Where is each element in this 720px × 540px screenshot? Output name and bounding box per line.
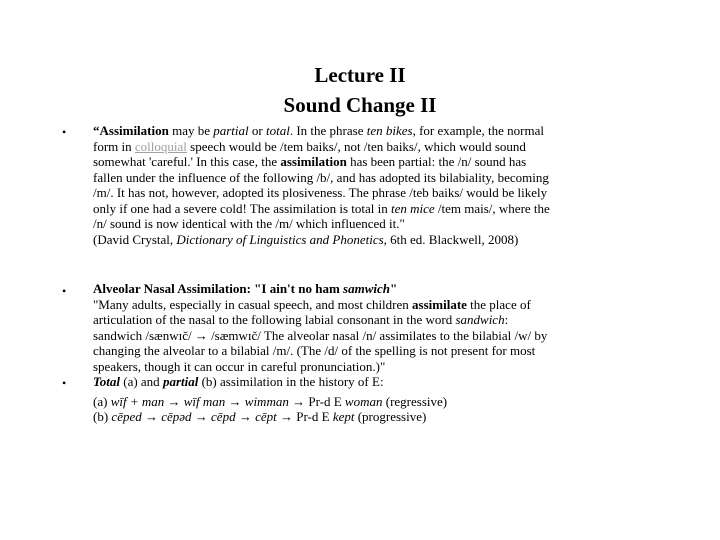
citation-book-title: Dictionary of Linguistics and Phonetics [176, 231, 384, 247]
section-line-2: articulation of the nasal to the following labial consonant in the word sandwich: [93, 312, 509, 327]
example-b: (b) cēped → cēpəd → cēpd → cēpt → Pr-d E kept (progressive) [93, 409, 427, 424]
example-a: (a) wīf + man → wīf man → wimman → Pr-d E woman (regressive) [93, 393, 448, 409]
history-examples [93, 374, 668, 425]
quote-line-1: “Assimilation may be partial or total. In the phrase ten bikes, for example, the normal [93, 123, 544, 138]
example-a-forms: wīf + man → wīf man → wimman [110, 393, 289, 409]
assimilation-quote [93, 123, 668, 247]
section-line-1: "Many adults, especially in casual speech, and most children assimilate the place of [93, 296, 531, 312]
quote-line-6: only if one had a severe cold! The assimilation is total in ten mice /tem mais/, where the [93, 200, 550, 216]
quote-line-5: /m/. It has not, however, adopted its plosiveness. The phrase /teb baiks/ would be likely [93, 185, 548, 200]
term-assimilate: assimilate [412, 296, 467, 312]
lecture-title: Lecture II [314, 63, 406, 87]
example-a-result: woman [344, 393, 383, 409]
term-samwich: samwich [343, 281, 390, 296]
term-partial-2: partial [162, 374, 199, 389]
section-line-5: speakers, though it can occur in careful pronunciation.)" [93, 358, 386, 374]
term-total-2: Total [93, 374, 120, 389]
term-assimilation-2: assimilation [280, 154, 347, 169]
section-heading: Alveolar Nasal Assimilation: "I ain't no ham samwich" [93, 281, 398, 296]
term-assimilation: “Assimilation [93, 123, 169, 138]
example-ten-bikes: ten bikes [366, 123, 413, 138]
section-line-4: changing the alveolar to a bilabial /m/. (The /d/ of the spelling is not present for most [93, 343, 536, 358]
quote-line-3: somewhat 'careful.' In this case, the assimilation has been partial: the /n/ sound has [93, 154, 527, 169]
lecture-subtitle: Sound Change II [283, 93, 437, 117]
quote-line-4: fallen under the influence of the following /b/, and has adopted its bilabiality, becoming [93, 169, 549, 185]
term-sandwich: sandwich [455, 312, 505, 327]
section-line-3: sandwich /sænwɪč/ → /sæmwɪč/ The alveolar nasal /n/ assimilates to the bilabial /w/ by [93, 327, 548, 343]
quote-line-7: /n/ sound is now identical with the /m/ which influenced it." [93, 216, 405, 231]
example-b-forms: cēped → cēpəd → cēpd → cēpt [111, 409, 277, 424]
quote-line-2: form in colloquial speech would be /tem baiks/, not /ten baiks/, which would sound [93, 138, 526, 154]
citation: (David Crystal, Dictionary of Linguistics and Phonetics, 6th ed. Blackwell, 2008) [93, 231, 519, 247]
bullet-3: • [62, 376, 67, 390]
history-heading: Total (a) and partial (b) assimilation in the history of E: [93, 374, 384, 389]
bullet-1: • [62, 125, 67, 139]
term-total: total [266, 123, 290, 138]
bullet-2: • [62, 284, 67, 298]
example-b-result: kept [332, 409, 355, 424]
example-ten-mice: ten mice [390, 200, 435, 216]
nasal-assimilation-section [93, 281, 668, 374]
colloquial-link[interactable]: colloquial [134, 138, 187, 154]
term-partial: partial [213, 123, 249, 138]
